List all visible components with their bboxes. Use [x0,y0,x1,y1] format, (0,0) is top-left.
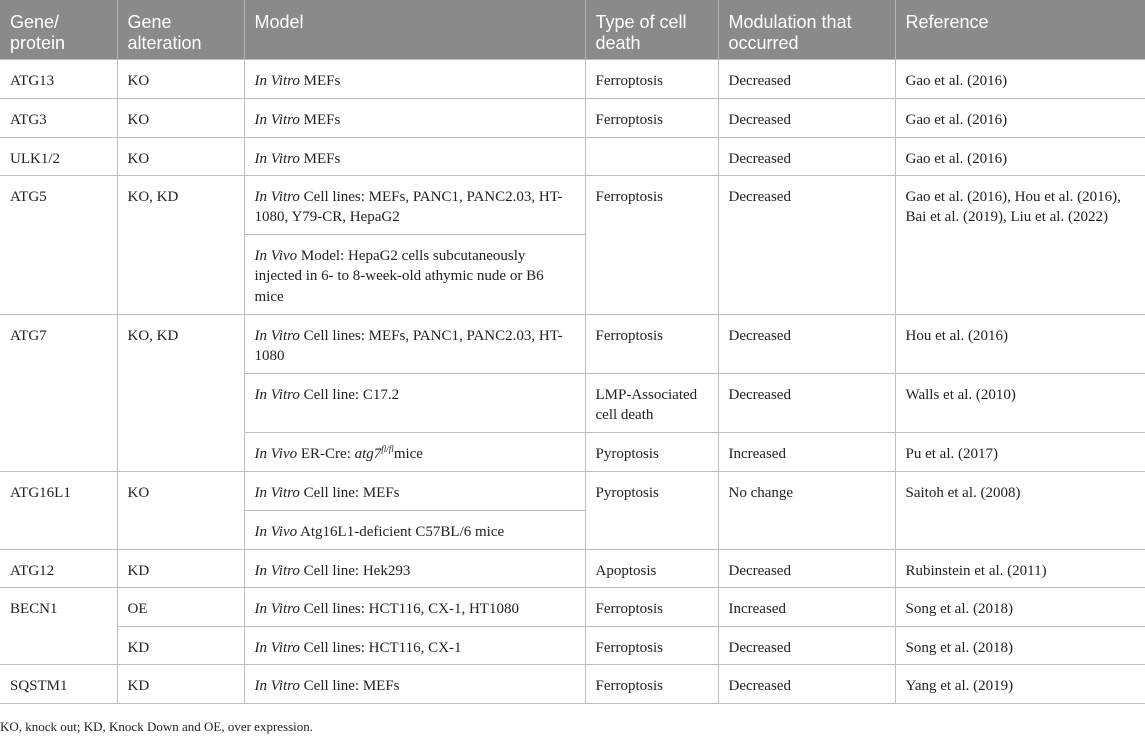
reference-cell: Hou et al. (2016) [895,314,1145,373]
reference-cell: Pu et al. (2017) [895,432,1145,471]
reference-cell: Song et al. (2018) [895,587,1145,626]
death-cell: Ferroptosis [585,59,718,98]
table-row [0,98,1145,137]
gene-cell: ATG7 [0,314,117,471]
death-cell: Ferroptosis [585,626,718,664]
gene-cell: BECN1 [0,587,117,664]
table-footnote: KO, knock out; KD, Knock Down and OE, over expression. [0,719,314,734]
alteration-cell: KO, KD [117,175,244,314]
reference-cell: Saitoh et al. (2008) [895,471,1145,549]
reference-cell: Gao et al. (2016), Hou et al. (2016), Bai et al. (2019), Liu et al. (2022) [895,175,1145,314]
model-cell: In Vitro Cell line: Hek293 [244,549,585,587]
model-cell: In Vivo Atg16L1-deficient C57BL/6 mice [244,510,585,549]
table-row [0,587,1145,626]
model-cell: In Vitro Cell line: MEFs [244,471,585,510]
reference-cell: Gao et al. (2016) [895,98,1145,137]
header-gene: Gene/ protein [0,0,117,59]
table-row [0,175,1145,234]
reference-cell: Yang et al. (2019) [895,664,1145,703]
death-cell: Ferroptosis [585,664,718,703]
reference-cell: Walls et al. (2010) [895,373,1145,432]
gene-cell: ATG3 [0,98,117,137]
table-row [0,626,1145,664]
death-cell: Ferroptosis [585,175,718,314]
model-cell: In Vitro Cell lines: MEFs, PANC1, PANC2.03, HT-1080 [244,314,585,373]
alteration-cell: KO [117,137,244,175]
modulation-cell: Decreased [718,137,895,175]
death-cell [585,137,718,175]
table-row [0,59,1145,98]
reference-cell: Gao et al. (2016) [895,137,1145,175]
header-death-type: Type of cell death [585,0,718,59]
alteration-cell: KD [117,664,244,703]
model-cell: In Vitro MEFs [244,98,585,137]
alteration-cell: KD [117,549,244,587]
gene-cell: SQSTM1 [0,664,117,703]
header-modulation: Modulation that occurred [718,0,895,59]
reference-cell: Rubinstein et al. (2011) [895,549,1145,587]
death-cell: Pyroptosis [585,432,718,471]
modulation-cell: Decreased [718,373,895,432]
modulation-cell: Decreased [718,98,895,137]
model-cell: In Vivo ER-Cre: $atg7^{fl/fl}mice$ [244,432,585,471]
reference-cell: Song et al. (2018) [895,626,1145,664]
gene-cell: ATG12 [0,549,117,587]
model-cell: In Vitro MEFs [244,137,585,175]
table-row [0,664,1145,703]
modulation-cell: Decreased [718,664,895,703]
death-cell: Apoptosis [585,549,718,587]
death-cell: Ferroptosis [585,98,718,137]
table-row [0,137,1145,175]
gene-cell: ATG5 [0,175,117,314]
death-cell: LMP-Associated cell death [585,373,718,432]
modulation-cell: Decreased [718,175,895,314]
reference-cell: Gao et al. (2016) [895,59,1145,98]
alteration-cell: KO [117,59,244,98]
gene-cell: ULK1/2 [0,137,117,175]
modulation-cell: Increased [718,432,895,471]
modulation-cell: No change [718,471,895,549]
gene-cell: ATG16L1 [0,471,117,549]
alteration-cell: KO [117,98,244,137]
death-cell: Pyroptosis [585,471,718,549]
model-cell: In Vivo Model: HepaG2 cells subcutaneously injected in 6- to 8-week-old athymic nude or B6 mice [244,234,585,314]
header-alteration: Gene alteration [117,0,244,59]
modulation-cell: Decreased [718,626,895,664]
alteration-cell: KO, KD [117,314,244,471]
model-cell: In Vitro Cell line: C17.2 [244,373,585,432]
alteration-cell: KO [117,471,244,549]
table-header-row [0,0,1145,59]
model-cell: In Vitro Cell lines: HCT116, CX-1, HT1080 [244,587,585,626]
model-cell: In Vitro Cell lines: HCT116, CX-1 [244,626,585,664]
modulation-cell: Increased [718,587,895,626]
modulation-cell: Decreased [718,549,895,587]
model-cell: In Vitro Cell line: MEFs [244,664,585,703]
death-cell: Ferroptosis [585,314,718,373]
table-row [0,549,1145,587]
model-cell: In Vitro Cell lines: MEFs, PANC1, PANC2.03, HT-1080, Y79-CR, HepaG2 [244,175,585,234]
modulation-cell: Decreased [718,59,895,98]
alteration-cell: OE [117,587,244,626]
death-cell: Ferroptosis [585,587,718,626]
model-cell: In Vitro MEFs [244,59,585,98]
header-model: Model [244,0,585,59]
table-row [0,471,1145,510]
header-reference: Reference [895,0,1145,59]
alteration-cell: KD [117,626,244,664]
gene-cell: ATG13 [0,59,117,98]
table-row [0,314,1145,373]
modulation-cell: Decreased [718,314,895,373]
